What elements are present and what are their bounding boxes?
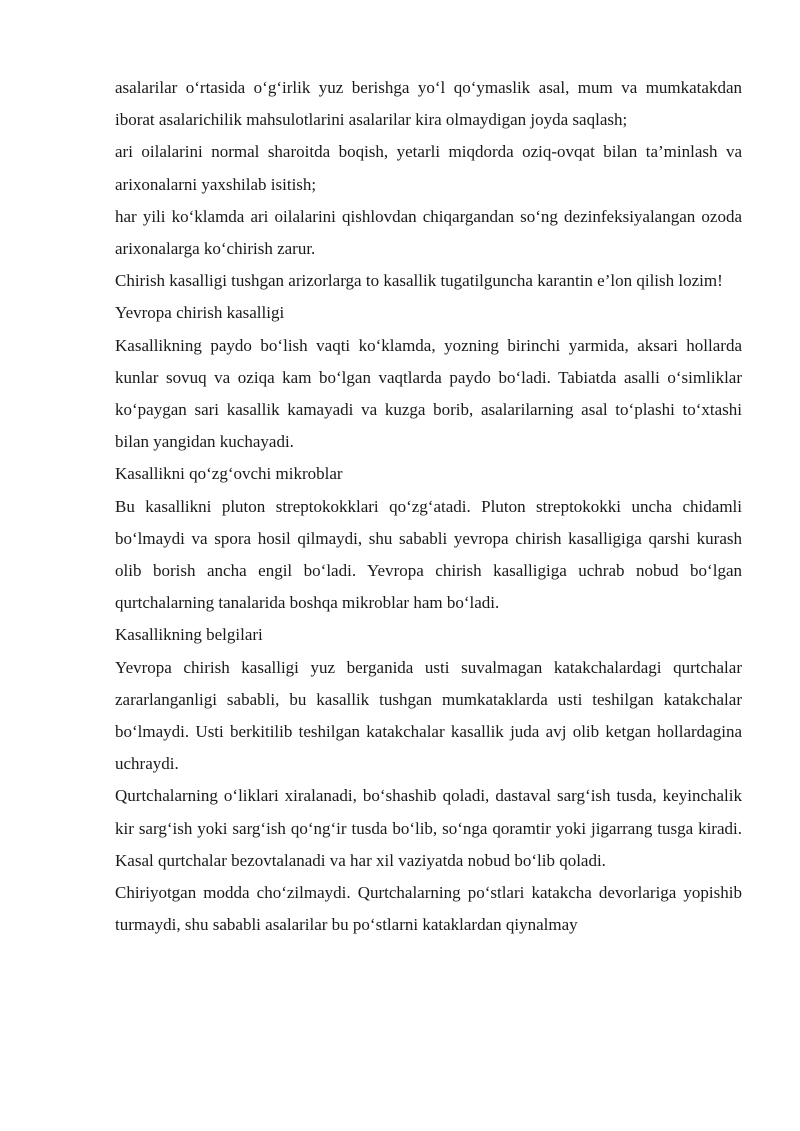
section-heading: Yevropa chirish kasalligi	[115, 303, 285, 323]
paragraph: har yili ko‘klamda ari oilalarini qishlovdan chiqargandan so‘ng dezinfeksiyalangan ozoda arixonalarga ko‘chirish zarur.	[115, 206, 742, 259]
paragraph: Kasallikning paydo bo‘lish vaqti ko‘klamda, yozning birinchi yarmida, aksari hollarda kunlar sovuq va oziqa kam bo‘lgan vaqtlarda paydo bo‘ladi. Tabiatda asalli o‘simliklar ko‘paygan sari kasallik kamayadi va kuzga borib, asalarilarning asal to‘plashi to‘xtashi bilan yangidan kuchayadi.	[115, 335, 742, 452]
paragraph: Qurtchalarning o‘liklari xiralanadi, bo‘shashib qoladi, dastaval sarg‘ish tusda, keyinchalik kir sarg‘ish yoki sarg‘ish qo‘ng‘ir tusda bo‘lib, so‘nga qoramtir yoki jigarrang tusga kiradi. Kasal qurtchalar bezovtalanadi va har xil vaziyatda nobud bo‘lib qoladi.	[115, 786, 742, 870]
paragraph: Yevropa chirish kasalligi yuz berganida usti suvalmagan katakchalardagi qurtchalar zararlanganligi sababli, bu kasallik tushgan mumkataklarda usti teshilgan katakchalar bo‘lmaydi. Usti berkitilib teshilgan katakchalar kasallik juda avj olib ketgan hollardagina uchraydi.	[115, 657, 742, 774]
paragraph: Bu kasallikni pluton streptokokklari qo‘zg‘atadi. Pluton streptokokki uncha chidamli bo‘lmaydi va spora hosil qilmaydi, shu sababli yevropa chirish kasalligiga qarshi kurash olib borish ancha engil bo‘ladi. Yevropa chirish kasalligiga uchrab nobud bo‘lgan qurtchalarning tanalarida boshqa mikroblar ham bo‘ladi.	[115, 496, 742, 613]
paragraph: Chiriyotgan modda cho‘zilmaydi. Qurtchalarning po‘stlari katakcha devorlariga yopishib turmaydi, shu sababli asalarilar bu po‘stlarni kataklardan qiynalmay	[115, 883, 742, 935]
section-heading: Kasallikni qo‘zg‘ovchi mikroblar	[115, 464, 343, 484]
paragraph: ari oilalarini normal sharoitda boqish, yetarli miqdorda oziq-ovqat bilan ta’minlash va arixonalarni yaxshilab isitish;	[115, 142, 742, 194]
section-heading: Kasallikning belgilari	[115, 625, 263, 645]
document-page	[115, 72, 742, 941]
paragraph: asalarilar o‘rtasida o‘g‘irlik yuz berishga yo‘l qo‘ymaslik asal, mum va mumkatakdan iborat asalarichilik mahsulotlarini asalarilar kira olmaydigan joyda saqlash;	[115, 78, 742, 130]
paragraph: Chirish kasalligi tushgan arizorlarga to kasallik tugatilguncha karantin e’lon qilish lozim!	[115, 271, 723, 291]
